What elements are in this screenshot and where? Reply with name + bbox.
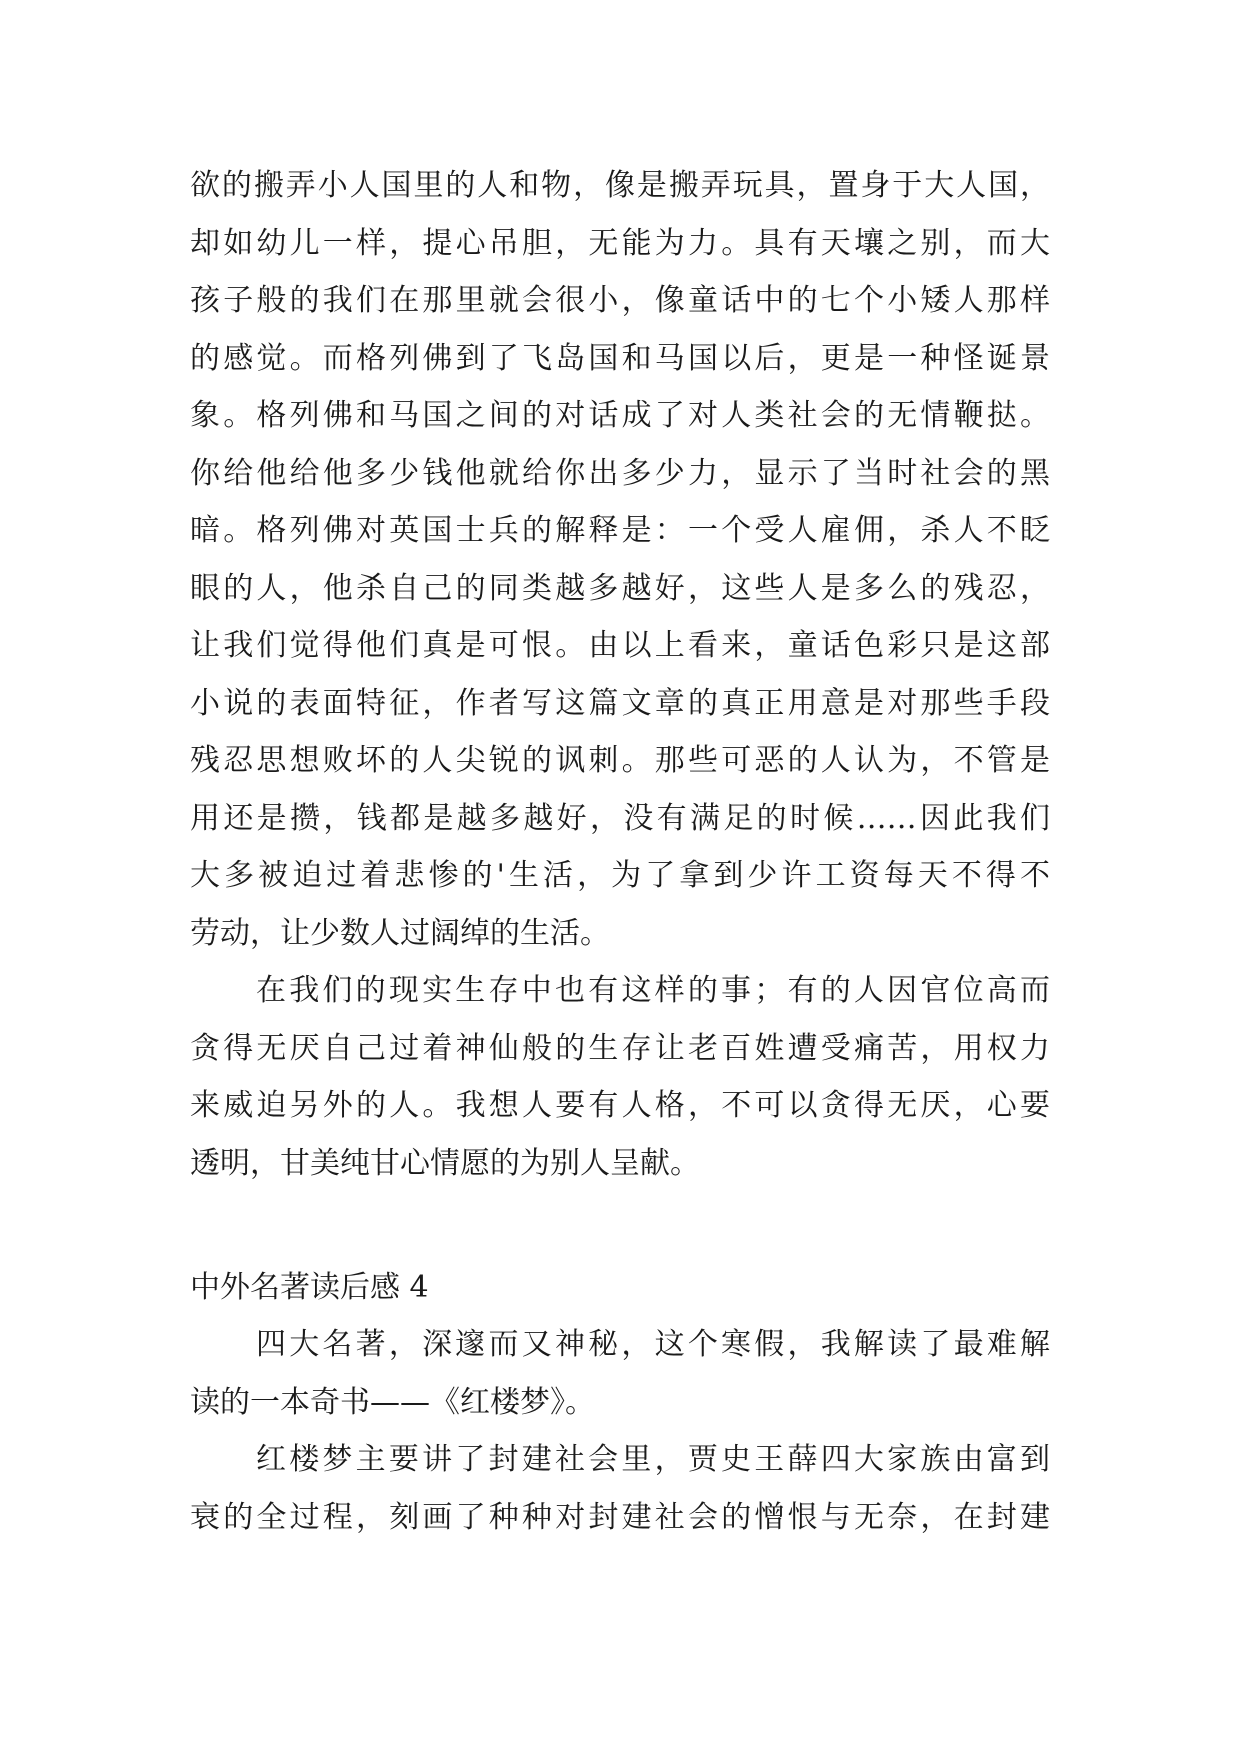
text-line: 却如幼儿一样，提心吊胆，无能为力。具有天壤之别，而大 <box>190 225 1050 261</box>
text-line: 欲的搬弄小人国里的人和物，像是搬弄玩具，置身于大人国， <box>190 168 1050 203</box>
paragraph-first-line: 在我们的现实生存中也有这样的事；有的人因官位高而 <box>256 973 1050 1008</box>
text-line: 的感觉。而格列佛到了飞岛国和马国以后，更是一种怪诞景 <box>190 340 1050 376</box>
text-line: 残忍思想败坏的人尖锐的讽刺。那些可恶的人认为，不管是 <box>190 743 1050 778</box>
text-line: 大多被迫过着悲惨的'生活，为了拿到少许工资每天不得不 <box>190 858 1050 893</box>
text-line: 眼的人，他杀自己的同类越多越好，这些人是多么的残忍， <box>190 570 1050 606</box>
text-line: 贪得无厌自己过着神仙般的生存让老百姓遭受痛苦，用权力 <box>190 1030 1050 1066</box>
section-heading: 中外名著读后感 4 <box>190 1270 429 1305</box>
text-line: 来威迫另外的人。我想人要有人格，不可以贪得无厌，心要 <box>190 1088 1050 1123</box>
essay-body-part2 <box>190 1316 1070 1546</box>
text-line: 让我们觉得他们真是可恨。由以上看来，童话色彩只是这部 <box>190 628 1050 663</box>
text-line: 衰的全过程，刻画了种种对封建社会的憎恨与无奈，在封建 <box>190 1499 1050 1535</box>
text-line: 象。格列佛和马国之间的对话成了对人类社会的无情鞭挞。 <box>190 398 1050 433</box>
text-line: 读的一本奇书——《红楼梦》。 <box>190 1384 595 1420</box>
essay-body-part1 <box>190 157 1070 1192</box>
paragraph-first-line: 四大名著，深邃而又神秘，这个寒假，我解读了最难解 <box>256 1327 1050 1362</box>
text-line: 用还是攒，钱都是越多越好，没有满足的时候……因此我们 <box>190 800 1050 836</box>
text-line: 孩子般的我们在那里就会很小，像童话中的七个小矮人那样 <box>190 283 1050 318</box>
text-line: 你给他给他多少钱他就给你出多少力，显示了当时社会的黑 <box>190 455 1050 491</box>
text-line: 暗。格列佛对英国士兵的解释是：一个受人雇佣，杀人不眨 <box>190 513 1050 548</box>
paragraph-first-line: 红楼梦主要讲了封建社会里，贾史王薛四大家族由富到 <box>256 1442 1050 1477</box>
text-line: 小说的表面特征，作者写这篇文章的真正用意是对那些手段 <box>190 685 1050 721</box>
text-line: 透明，甘美纯甘心情愿的为别人呈献。 <box>190 1145 700 1181</box>
text-line: 劳动，让少数人过阔绰的生活。 <box>190 915 610 951</box>
